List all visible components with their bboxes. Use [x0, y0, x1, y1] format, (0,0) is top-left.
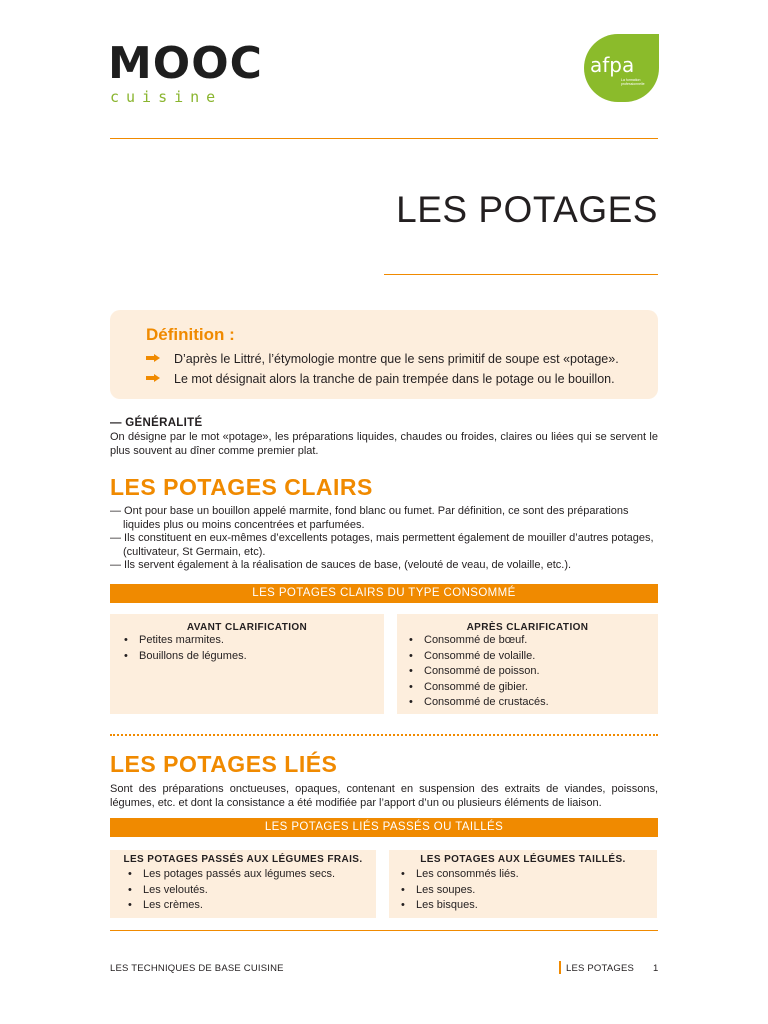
- list-item: • Les veloutés.: [128, 883, 208, 896]
- list-item: — Ils servent également à la réalisation de sauces de base, (velouté de veau, de volaille, etc.).: [110, 559, 572, 571]
- definition-item-text: Le mot désignait alors la tranche de pain trempée dans le potage ou le bouillon.: [174, 372, 615, 386]
- afpa-logo: [584, 34, 659, 102]
- clairs-bullets: [110, 505, 658, 573]
- list-item: • Les potages passés aux légumes secs.: [128, 868, 336, 880]
- list-item: • Les consommés liés.: [401, 868, 519, 880]
- generalite-heading: — GÉNÉRALITÉ: [110, 417, 203, 429]
- footer-section: LES POTAGES: [566, 963, 635, 974]
- definition-item: [146, 372, 615, 386]
- list-item: • Consommé de gibier.: [409, 680, 528, 693]
- footer-separator: [559, 961, 561, 974]
- header-divider: [110, 138, 658, 139]
- definition-item-text: D’après le Littré, l’étymologie montre que le sens primitif de soupe est «potage».: [174, 352, 619, 366]
- panel-heading: AVANT CLARIFICATION: [186, 622, 308, 633]
- afpa-logo-tagline: La formation professionnelle: [621, 78, 645, 86]
- panel-passes: [110, 850, 376, 918]
- page-title: LES POTAGES: [396, 189, 658, 230]
- definition-title: Définition :: [146, 325, 235, 344]
- panel-heading: APRÈS CLARIFICATION: [466, 622, 589, 633]
- panel-tailles: [389, 850, 657, 918]
- list-item: — Ont pour base un bouillon appelé marmite, fond blanc ou fumet. Par définition, ce sont des préparations liquides plus ou moins concentrées et parfumées.: [110, 505, 629, 531]
- definition-item: [146, 352, 619, 366]
- panel-apres-clarification: [397, 614, 658, 714]
- list-item: • Consommé de bœuf.: [409, 634, 528, 646]
- mooc-logo-word: MOOC: [108, 38, 263, 89]
- panel-list: [409, 633, 549, 711]
- arrow-right-icon: [146, 374, 160, 382]
- panel-avant-clarification: [110, 614, 384, 714]
- page-number: 1: [653, 963, 659, 974]
- list-item: — Ils constituent en eux-mêmes d’excellents potages, mais permettent également de mouiller d’autres potages, (cultivateur, St Germain, etc).: [110, 532, 654, 558]
- list-item: • Les soupes.: [401, 883, 476, 896]
- panel-list: [128, 867, 335, 914]
- list-item: • Bouillons de légumes.: [124, 649, 247, 662]
- footer-course-title: LES TECHNIQUES DE BASE CUISINE: [110, 963, 284, 974]
- list-item: • Les bisques.: [401, 899, 478, 911]
- band-clairs: LES POTAGES CLAIRS DU TYPE CONSOMMÉ: [110, 584, 658, 603]
- list-item: • Petites marmites.: [124, 634, 224, 646]
- panel-heading: LES POTAGES AUX LÉGUMES TAILLÉS.: [420, 854, 626, 865]
- footer-divider: [110, 930, 658, 931]
- mooc-cuisine-logo: [108, 38, 263, 110]
- panel-heading: LES POTAGES PASSÉS AUX LÉGUMES FRAIS.: [123, 854, 363, 865]
- title-divider: [384, 274, 658, 275]
- list-item: • Consommé de crustacés.: [409, 696, 549, 708]
- band-lies: LES POTAGES LIÉS PASSÉS OU TAILLÉS: [110, 818, 658, 837]
- afpa-logo-word: afpa: [590, 53, 635, 77]
- list-item: • Consommé de poisson.: [409, 665, 540, 677]
- definition-box: [110, 310, 658, 399]
- section-title-lies: LES POTAGES LIÉS: [110, 751, 338, 777]
- lies-text: Sont des préparations onctueuses, opaques, contenant en suspension des extraits de viandes, poissons, légumes, etc. et dont la consistance a été modifiée par l’apport d’un ou plusieurs éléments de liaison.: [110, 783, 658, 809]
- mooc-logo-sub: cuisine: [110, 88, 223, 106]
- panel-list: [401, 867, 519, 914]
- list-item: • Consommé de volaille.: [409, 649, 536, 662]
- arrow-right-icon: [146, 354, 160, 362]
- generalite-text: On désigne par le mot «potage», les préparations liquides, chaudes ou froides, claires ou liées qui se servent le plus souvent au dîner comme premier plat.: [110, 431, 658, 457]
- section-divider: [110, 734, 658, 736]
- list-item: • Les crèmes.: [128, 899, 203, 911]
- section-title-clairs: LES POTAGES CLAIRS: [110, 474, 373, 500]
- panel-list: [124, 633, 247, 664]
